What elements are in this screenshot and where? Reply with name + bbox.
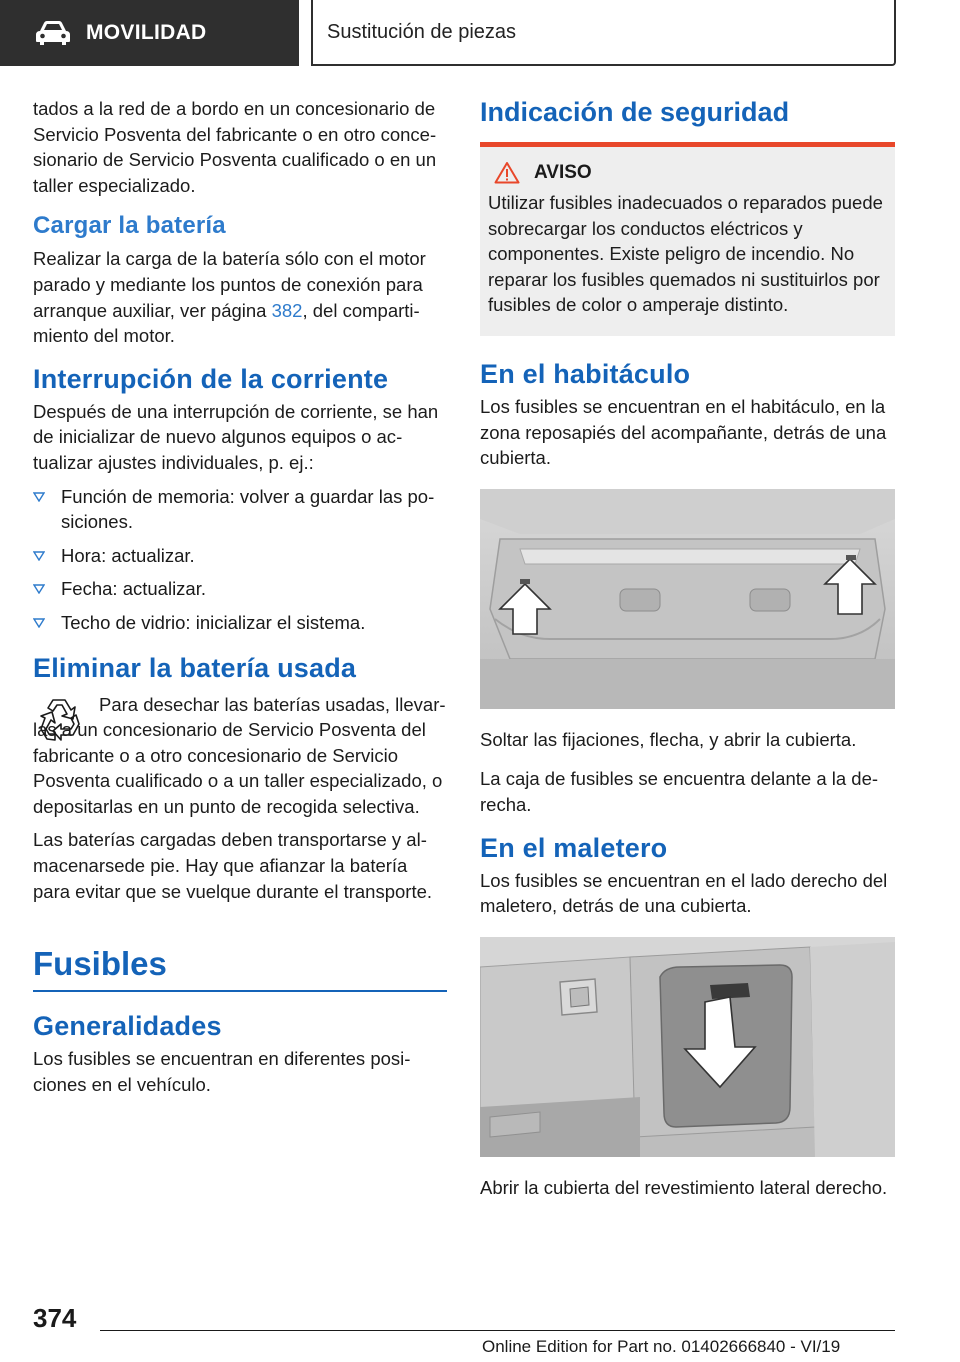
recycle-icon <box>33 694 85 746</box>
trunk-fuse-cover-photo <box>480 937 895 1157</box>
cabin-fusebox-location: La caja de fusibles se encuentra delante a la derecha. <box>480 768 879 815</box>
trunk-caption: Abrir la cubierta del revestimiento lateral derecho. <box>480 1176 888 1198</box>
list-item: Techo de vidrio: inicializar el sistema. <box>33 610 447 636</box>
left-column <box>33 96 447 1111</box>
triangle-bullet-icon <box>33 551 45 561</box>
triangle-bullet-icon <box>33 584 45 594</box>
intro-paragraph: tados a la red de a bordo en un concesionario de Servicio Posventa del fabricante o en otro concesionario de Servicio Posventa cualificado o en un taller especializado. <box>33 98 437 196</box>
warning-text: Utilizar fusibles inadecuados o reparados puede sobrecargar los conductos eléctricos y componentes. Existe peligro de incendio. No reparar los fusibles quemados ni sustituirlos por fusibles de color o amperaje distinto. <box>488 192 883 316</box>
footer-divider <box>100 1330 895 1331</box>
chapter-title: Sustitución de piezas <box>311 0 896 66</box>
safety-heading: Indicación de seguridad <box>480 96 895 147</box>
car-icon <box>34 20 72 46</box>
cabin-photo-illustration <box>480 489 895 709</box>
dispose-battery-heading: Eliminar la batería usada <box>33 652 357 683</box>
page-header <box>0 0 960 66</box>
power-interruption-heading: Interrupción de la corriente <box>33 363 389 394</box>
charge-battery-heading: Cargar la batería <box>33 212 226 240</box>
trunk-paragraph: Los fusibles se encuentran en el lado derecho del maletero, detrás de una cubierta. <box>480 869 888 917</box>
cabin-heading: En el habitáculo <box>480 358 691 389</box>
general-heading: Generalidades <box>33 1011 222 1042</box>
warning-box <box>480 147 895 336</box>
cabin-paragraph: Los fusibles se encuentran en el habitáculo, en la zona reposapiés del acompañante, detrás de una cubierta. <box>480 395 887 469</box>
list-item: Fecha: actualizar. <box>33 576 447 602</box>
dispose-block <box>33 692 447 820</box>
triangle-bullet-icon <box>33 492 45 502</box>
reset-items-list <box>33 484 447 636</box>
page-number: 374 <box>33 1303 77 1333</box>
triangle-bullet-icon <box>33 618 45 628</box>
charge-text-a: Realizar la carga de la batería sólo con el motor parado y mediante los puntos de conexión para arranque auxiliar, ver página <box>33 248 426 321</box>
charge-battery-paragraph <box>33 246 447 348</box>
cabin-fuse-cover-photo <box>480 489 895 709</box>
fuses-heading: Fusibles <box>33 944 447 992</box>
list-item: Función de memoria: volver a guardar las posiciones. <box>33 484 447 535</box>
warning-header <box>494 161 887 184</box>
list-item: Hora: actualizar. <box>33 543 447 569</box>
right-column <box>480 96 895 1214</box>
power-interruption-paragraph: Después de una interrupción de corriente, se han de inicializar de nuevo algunos equipos o actualizar ajustes individuales, p. ej.: <box>33 400 439 473</box>
trunk-photo-illustration <box>480 937 895 1157</box>
charge-text-b: , del compartimiento del motor. <box>33 299 420 347</box>
trunk-heading: En el maletero <box>480 832 668 863</box>
dispose-paragraph: Para desechar las baterías usadas, llevarlas a un concesionario de Servicio Posventa del fabricante o a otro concesionario de Servicio Posventa cualificado o a un taller especializado, o depositarlas en un punto de recogida selectiva. <box>33 693 446 817</box>
edition-note: Online Edition for Part no. 01402666840 - VI/19 <box>482 1337 841 1356</box>
warning-triangle-icon <box>494 161 520 184</box>
transport-paragraph: Las baterías cargadas deben transportarse y almacenarsede pie. Hay que afianzar la batería para evitar que se vuelque durante el transporte. <box>33 829 433 902</box>
cabin-caption: Soltar las fijaciones, flecha, y abrir la cubierta. <box>480 728 857 750</box>
page-link-382[interactable]: 382 <box>271 299 303 321</box>
general-paragraph: Los fusibles se encuentran en diferentes posiciones en el vehículo. <box>33 1048 411 1095</box>
section-label: MOVILIDAD <box>86 21 207 44</box>
warning-label: AVISO <box>534 161 592 183</box>
section-tab <box>0 0 299 66</box>
